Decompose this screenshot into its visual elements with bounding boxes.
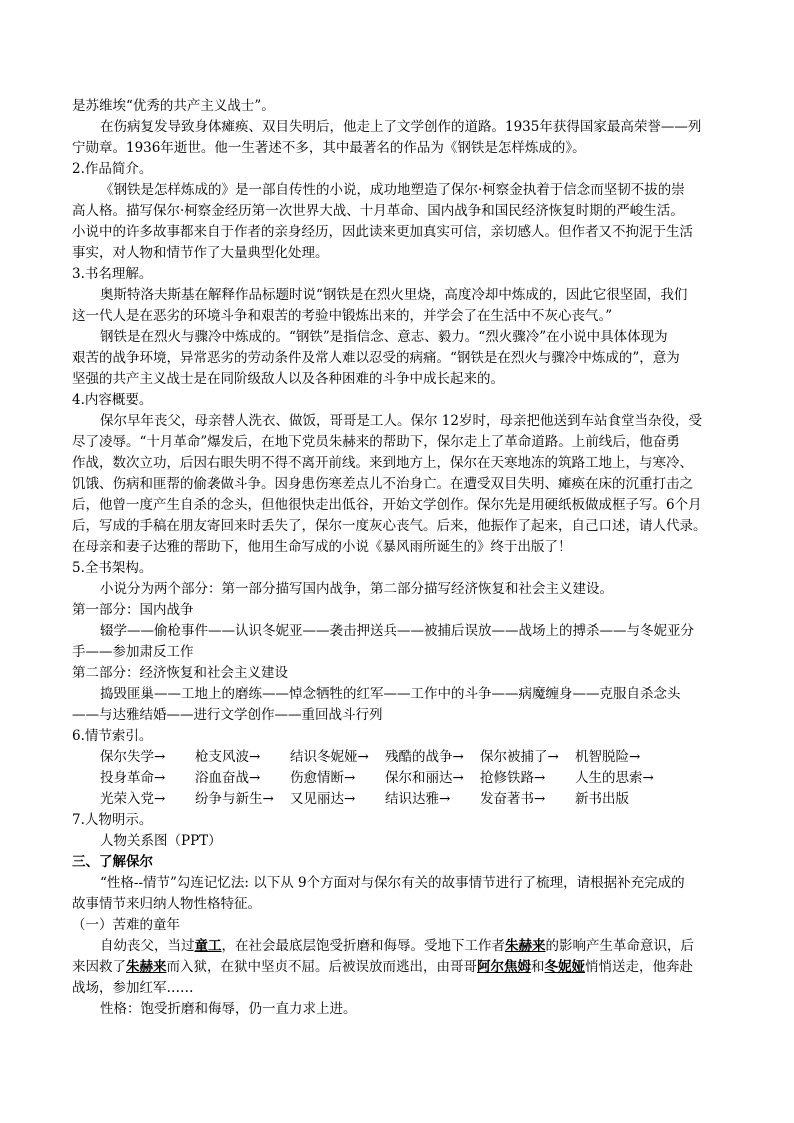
section-4-title: 4.内容概要。 <box>72 392 153 408</box>
subsection-1-line-2 <box>72 957 693 978</box>
section-4-line-3: 作战，数次立功，后因右眼失明不得不离开前线。来到地方上，保尔在天寒地冻的筑路工地上，与寒冷、 <box>72 455 693 471</box>
text-run: 来因救了 <box>72 959 126 975</box>
text-run: 自幼丧父，当过 <box>100 938 195 954</box>
section-3-line-5: 坚强的共产主义战士是在同阶级敌人以及各种困难的斗争中成长起来的。 <box>72 371 504 387</box>
part-2-chain-line-1: 捣毁匪巢——工地上的磨练——悼念牺牲的红军——工作中的斗争——病魔缠身——克服自杀念头 <box>100 686 681 702</box>
section-3-line-2: 这一代人是在恶劣的环境斗争和艰苦的考验中锻炼出来的，并学会了在生活中不灰心丧气。” <box>72 308 613 324</box>
plot-item: 发奋著书→ <box>480 791 546 807</box>
subsection-1-line-1 <box>100 936 694 957</box>
section-heading-know-paul: 三、了解保尔 <box>72 854 153 870</box>
underlined-term: 童工 <box>194 938 222 954</box>
section-8-line-2: 故事情节来归纳人物性格特征。 <box>72 896 261 912</box>
plot-item: 保尔失学→ <box>100 749 166 765</box>
section-2-line-3: 小说中的许多故事都来自于作者的亲身经历，因此读来更加真实可信，亲切感人。但作者又不拘泥于生活 <box>72 224 693 240</box>
plot-index-row-1 <box>100 747 670 768</box>
underlined-term: 阿尔焦姆 <box>477 959 531 975</box>
plot-item: 伤愈情断→ <box>290 770 356 786</box>
intro-paragraph-line-2: 宁勋章。1936年逝世。他一生著述不多，其中最著名的作品为《钢铁是怎样炼成的》。 <box>72 140 586 156</box>
section-5-title: 5.全书架构。 <box>72 560 153 576</box>
text-run: 悄悄送走，他奔赴 <box>585 959 693 975</box>
text-run: 的影响产生革命意识，后 <box>545 938 694 954</box>
section-4-line-2: 尽了凌辱。“十月革命”爆发后，在地下党员朱赫来的帮助下，保尔走上了革命道路。上前线后，他奋勇 <box>72 434 680 450</box>
plot-item: 保尔和丽达→ <box>385 770 464 786</box>
plot-index-row-2 <box>100 768 670 789</box>
text-run: 而入狱，在狱中坚贞不屈。后被误放而逃出，由哥哥 <box>166 959 477 975</box>
section-7-line-1: 人物关系图（PPT） <box>100 833 222 849</box>
section-2-line-4: 事实，对人物和情节作了大量典型化处理。 <box>72 245 329 261</box>
intro-paragraph-line-1: 在伤病复发导致身体瘫痪、双目失明后，他走上了文学创作的道路。1935年获得国家最高荣誉——列 <box>100 119 702 135</box>
section-7-title: 7.人物明示。 <box>72 812 153 828</box>
section-2-line-2: 高人格。描写保尔·柯察金经历第一次世界大战、十月革命、国内战争和国民经济恢复时期的严峻生活。 <box>72 203 684 219</box>
plot-index-row-3 <box>100 789 670 810</box>
plot-item: 投身革命→ <box>100 770 166 786</box>
underlined-term: 朱赫来 <box>505 938 546 954</box>
plot-item: 人生的思索→ <box>575 770 654 786</box>
section-4-line-5: 后，他曾一度产生自杀的念头，但他很快走出低谷，开始文学创作。保尔先是用硬纸板做成框子写。6个月 <box>72 497 702 513</box>
section-4-line-4: 饥饿、伤病和匪帮的偷袭做斗争。因身患伤寒差点儿不治身亡。在遭受双目失明、瘫痪在床的沉重打击之 <box>72 476 693 492</box>
subsection-1-character-line: 性格：饱受折磨和侮辱，仍一直力求上进。 <box>100 1001 357 1017</box>
section-2-line-1: 《钢铁是怎样炼成的》是一部自传性的小说，成功地塑造了保尔·柯察金执着于信念而坚韧不拔的崇 <box>100 182 685 198</box>
part-1-heading: 第一部分：国内战争 <box>72 602 194 618</box>
section-3-line-1: 奥斯特洛夫斯基在解释作品标题时说“钢铁是在烈火里烧，高度冷却中炼成的，因此它很坚固，我们 <box>100 287 688 303</box>
section-3-line-3: 钢铁是在烈火与骤冷中炼成的。“钢铁”是指信念、意志、毅力。“烈火骤冷”在小说中具体体现为 <box>100 329 668 345</box>
plot-item: 结识冬妮娅→ <box>290 749 369 765</box>
plot-item: 新书出版 <box>575 791 629 807</box>
text-run: ，在社会最底层饱受折磨和侮辱。受地下工作者 <box>221 938 505 954</box>
part-1-chain-line-2: 手——参加肃反工作 <box>72 644 194 660</box>
section-5-line-1: 小说分为两个部分：第一部分描写国内战争，第二部分描写经济恢复和社会主义建设。 <box>100 581 613 597</box>
text-run: 和 <box>531 959 545 975</box>
plot-item: 光荣入党→ <box>100 791 166 807</box>
section-4-line-7: 在母亲和妻子达雅的帮助下，他用生命写成的小说《暴风雨所诞生的》终于出版了！ <box>72 539 572 555</box>
plot-item: 枪支风波→ <box>195 749 261 765</box>
plot-item: 抢修铁路→ <box>480 770 546 786</box>
intro-line-1: 是苏维埃“优秀的共产主义战士”。 <box>72 98 275 114</box>
section-6-title: 6.情节索引。 <box>72 728 153 744</box>
section-2-title: 2.作品简介。 <box>72 161 153 177</box>
plot-item: 保尔被捕了→ <box>480 749 559 765</box>
subsection-1-line-3: 战场，参加红军…… <box>72 980 194 996</box>
part-2-heading: 第二部分：经济恢复和社会主义建设 <box>72 665 288 681</box>
subsection-1-title: （一）苦难的童年 <box>72 917 180 933</box>
part-1-chain-line-1: 辍学——偷枪事件——认识冬妮亚——袭击押送兵——被捕后误放——战场上的搏杀——与冬妮亚分 <box>100 623 694 639</box>
section-4-line-1: 保尔早年丧父，母亲替人洗衣、做饭，哥哥是工人。保尔 12岁时，母亲把他送到车站食堂当杂役，受 <box>100 413 702 429</box>
section-8-line-1: “性格--情节”勾连记忆法: 以下从 9个方面对与保尔有关的故事情节进行了梳理，请根据补充完成的 <box>100 875 685 891</box>
part-2-chain-line-2: ——与达雅结婚——进行文学创作——重回战斗行列 <box>72 707 383 723</box>
underlined-term: 冬妮娅 <box>544 959 585 975</box>
section-4-line-6: 后，写成的手稿在朋友寄回来时丢失了，保尔一度灰心丧气。后来，他振作了起来，自己口述，请人代录。 <box>72 518 707 534</box>
plot-item: 又见丽达→ <box>290 791 356 807</box>
plot-item: 机智脱险→ <box>575 749 641 765</box>
plot-item: 浴血奋战→ <box>195 770 261 786</box>
underlined-term: 朱赫来 <box>126 959 167 975</box>
section-3-line-4: 艰苦的战争环境，异常恶劣的劳动条件及常人难以忍受的病痛。“钢铁是在烈火与骤冷中炼成的”，意为 <box>72 350 680 366</box>
plot-item: 结识达雅→ <box>385 791 451 807</box>
plot-item: 残酷的战争→ <box>385 749 464 765</box>
section-3-title: 3.书名理解。 <box>72 266 153 282</box>
plot-item: 纷争与新生→ <box>195 791 274 807</box>
